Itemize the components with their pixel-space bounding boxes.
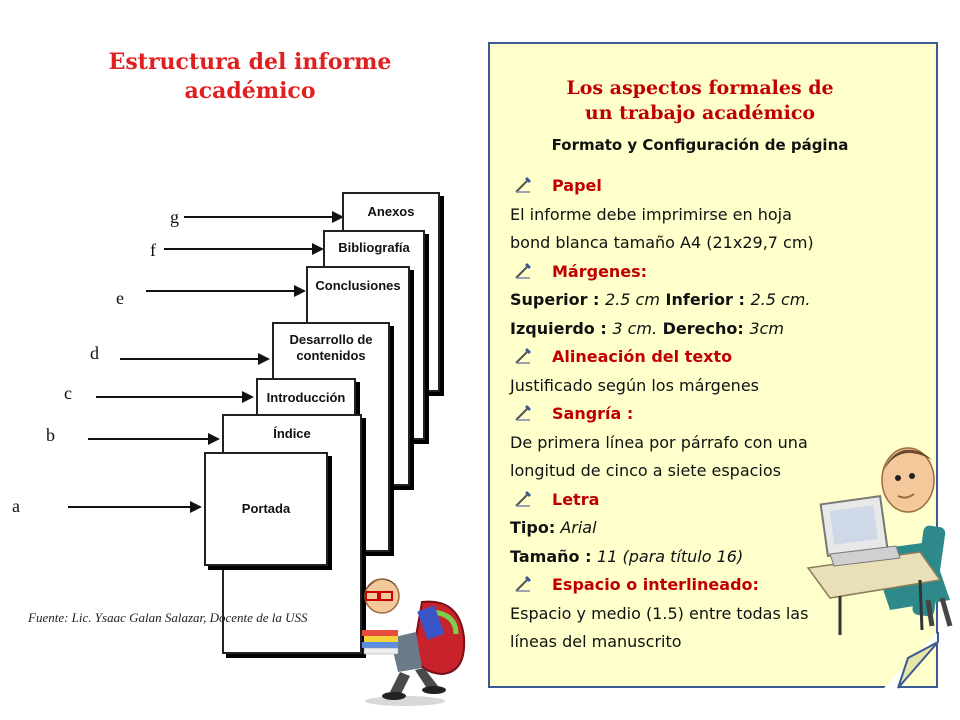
font-size-label: Tamaño : (510, 546, 598, 566)
panel-title (500, 76, 900, 126)
indent-line-2: longitud de cinco a siete espacios (510, 461, 781, 480)
inferior-label: Inferior : (659, 290, 751, 309)
arrow-f (164, 248, 314, 250)
font-size-value: 11 (para título 16) (597, 546, 744, 566)
page-label-introduccion: Introducción (266, 390, 346, 405)
margins-line-1 (510, 286, 890, 315)
arrow-e (146, 290, 296, 292)
superior-label: Superior : (510, 290, 606, 309)
margins-heading-text: Márgenes: (552, 261, 648, 281)
paper-line-1: El informe debe imprimirse en hoja (510, 204, 792, 224)
page-label-bibliografia: Bibliografía (338, 240, 410, 255)
letter-a: a (12, 496, 20, 516)
letter-f: f (150, 240, 156, 260)
izquierdo-label: Izquierdo : (510, 318, 613, 338)
indent-heading-text: Sangría : (552, 404, 634, 423)
paper-line-2: bond blanca tamaño A4 (21x29,7 cm) (510, 233, 814, 252)
section-indent-heading (510, 400, 890, 429)
izquierdo-value: 3 cm. (612, 318, 658, 338)
report-structure-diagram (0, 180, 480, 630)
font-type-value: Arial (555, 518, 597, 537)
alignment-line-1: Justificado según los márgenes (510, 375, 759, 395)
spacing-line-2: líneas del manuscrito (510, 632, 682, 651)
page-label-anexos: Anexos (367, 204, 415, 219)
diagram-title (40, 48, 460, 106)
derecho-value: 3cm (749, 318, 784, 338)
section-alignment-heading (510, 343, 890, 372)
alignment-heading-text: Alineación del texto (552, 347, 733, 366)
pen-bullet-icon (514, 262, 532, 280)
arrow-d (120, 358, 260, 360)
page-label-indice: Índice (273, 426, 311, 441)
inferior-value: 2.5 cm. (750, 290, 811, 309)
letter-c: c (64, 383, 72, 403)
arrow-g (184, 216, 334, 218)
page-label-desarrollo: Desarrollo de (289, 332, 373, 347)
font-type-label: Tipo: (510, 518, 556, 537)
section-margins-heading (510, 258, 890, 287)
font-heading-text: Letra (552, 489, 600, 509)
derecho-label: Derecho: (657, 318, 750, 338)
pen-bullet-icon (514, 347, 532, 365)
superior-value: 2.5 cm (605, 290, 660, 309)
letter-d: d (90, 343, 99, 363)
page-label-conclusiones: Conclusiones (315, 278, 401, 293)
indent-line-1: De primera línea por párrafo con una (510, 432, 808, 452)
pen-bullet-icon (514, 404, 532, 422)
margins-line-2 (510, 315, 890, 344)
page-curl-corner (884, 632, 940, 690)
student-with-books-illustration (360, 568, 470, 708)
diagram-title-line1: Estructura del informe (108, 49, 392, 75)
page-portada (204, 452, 328, 566)
arrow-c (96, 396, 244, 398)
man-at-computer-illustration (800, 430, 960, 640)
arrow-b (88, 438, 210, 440)
page-label-contenidos: contenidos (296, 348, 366, 363)
pen-bullet-icon (514, 176, 532, 194)
letter-e: e (116, 288, 124, 308)
panel-title-line2: un trabajo académico (584, 102, 816, 124)
spacing-line-1: Espacio y medio (1.5) entre todas las (510, 603, 809, 623)
spacing-heading-text: Espacio o interlineado: (552, 575, 759, 594)
panel-title-line1: Los aspectos formales de (566, 77, 834, 99)
arrow-a (68, 506, 192, 508)
paper-heading-text: Papel (552, 176, 602, 195)
letter-g: g (170, 207, 179, 227)
diagram-title-line2: académico (184, 78, 316, 104)
section-paper-heading (510, 172, 890, 201)
pen-bullet-icon (514, 490, 532, 508)
pen-bullet-icon (514, 575, 532, 593)
letter-b: b (46, 425, 55, 445)
panel-subtitle: Formato y Configuración de página (551, 136, 849, 154)
page-label-portada: Portada (241, 501, 291, 516)
source-caption: Fuente: Lic. Ysaac Galan Salazar, Docente de la USS (28, 610, 308, 625)
